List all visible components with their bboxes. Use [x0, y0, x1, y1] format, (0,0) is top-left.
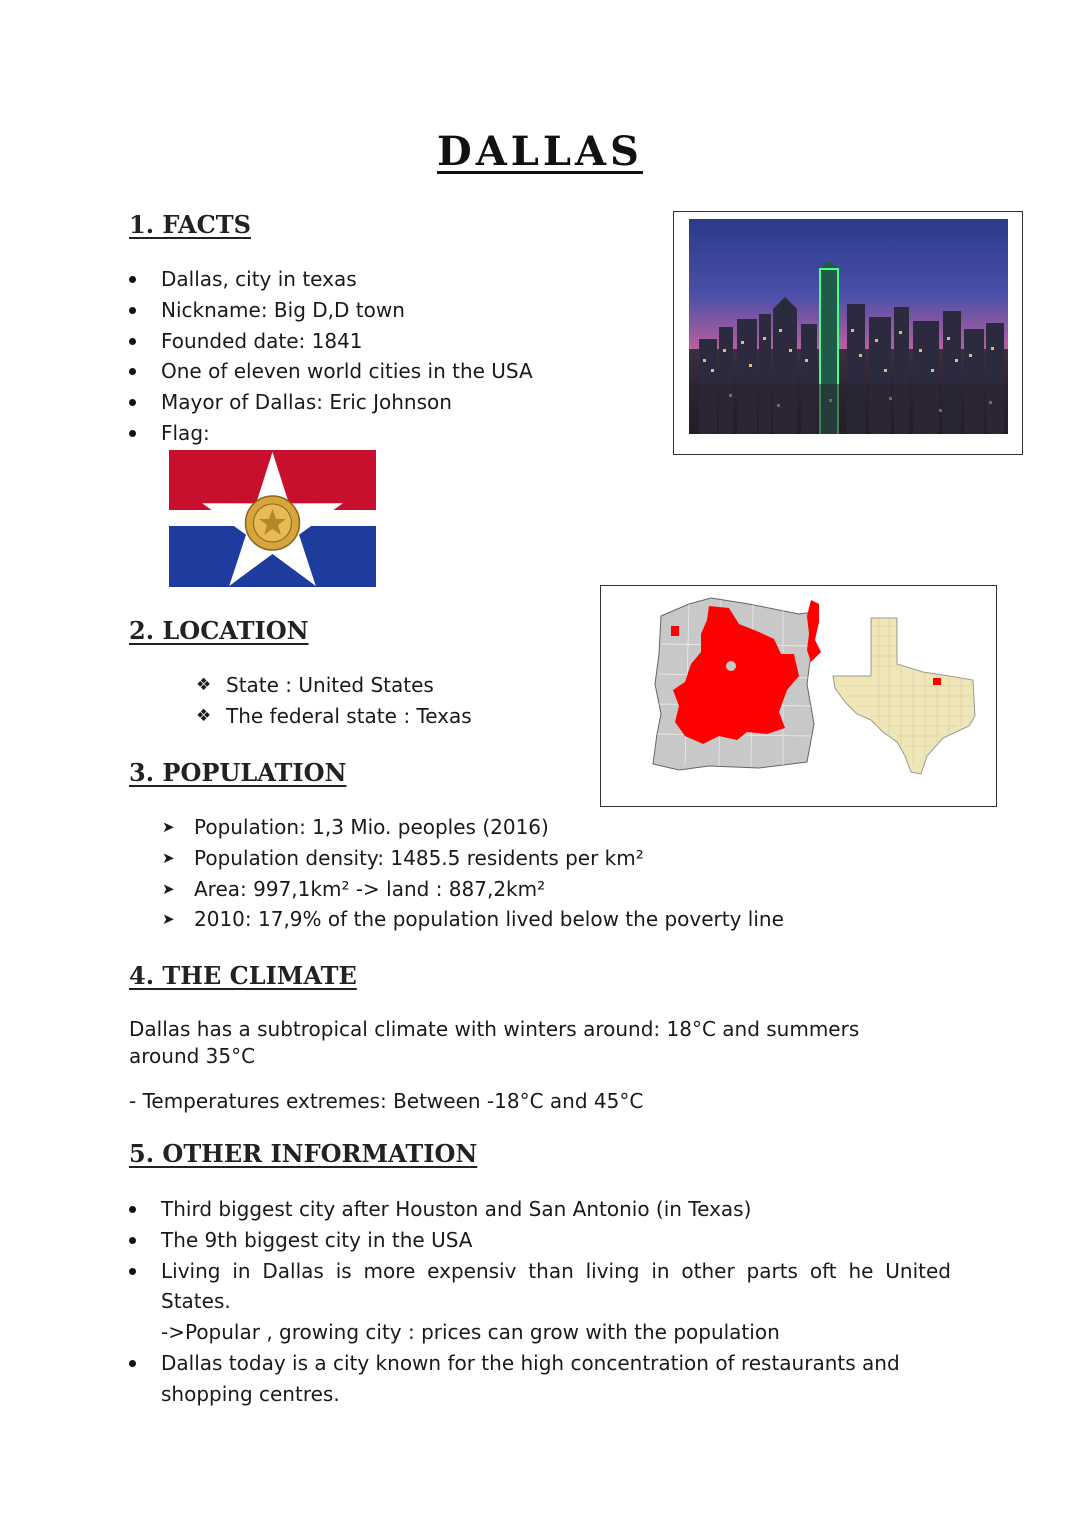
- list-item: ➤ 2010: 17,9% of the population lived below the poverty line: [162, 904, 862, 935]
- texas-state-map: [831, 616, 979, 776]
- other-info-heading: 5. OTHER INFORMATION: [129, 1139, 478, 1168]
- list-item: Dallas today is a city known for the high concentration of restaurants and shopping centres.: [129, 1348, 951, 1410]
- facts-heading: 1. FACTS: [129, 210, 251, 239]
- list-item-line: Living in Dallas is more expensiv than living in other parts oft he United: [161, 1258, 951, 1283]
- list-item: Nickname: Big D,D town: [129, 295, 649, 326]
- list-item: ➤ Population density: 1485.5 residents per km²: [162, 843, 862, 874]
- dallas-county-map: [649, 594, 829, 784]
- list-item: [129, 1256, 951, 1318]
- location-heading: 2. LOCATION: [129, 616, 309, 645]
- dallas-county-marker: [933, 678, 941, 685]
- climate-text: Dallas has a subtropical climate with winters around: 18°C and summers around 35°C: [129, 1017, 860, 1068]
- list-item: ➤ Population: 1,3 Mio. peoples (2016): [162, 812, 862, 843]
- list-item: Dallas, city in texas: [129, 264, 649, 295]
- dallas-flag: [169, 450, 376, 587]
- list-item: ❖ The federal state : Texas: [196, 701, 556, 732]
- facts-list: [129, 264, 649, 449]
- population-list: [162, 812, 862, 935]
- list-item-continuation: ->Popular , growing city : prices can grow with the population: [161, 1320, 780, 1345]
- list-item: Third biggest city after Houston and San Antonio (in Texas): [129, 1194, 951, 1225]
- temperature-extremes: - Temperatures extremes: Between -18°C and 45°C: [129, 1089, 644, 1113]
- city-seal-icon: [246, 496, 300, 550]
- list-item-line: States.: [161, 1289, 231, 1314]
- list-item: Mayor of Dallas: Eric Johnson: [129, 387, 649, 418]
- page-title: DALLAS: [437, 128, 643, 175]
- list-item: The 9th biggest city in the USA: [129, 1225, 951, 1256]
- other-info-list: [129, 1194, 951, 1410]
- list-item: Founded date: 1841: [129, 326, 649, 357]
- skyline-photo-frame: [673, 211, 1023, 455]
- list-item: One of eleven world cities in the USA: [129, 356, 649, 387]
- location-map-frame: [600, 585, 997, 807]
- population-heading: 3. POPULATION: [129, 758, 347, 787]
- list-item: ➤ Area: 997,1km² -> land : 887,2km²: [162, 874, 862, 905]
- location-list: [196, 670, 556, 732]
- dallas-skyline-photo: [689, 219, 1008, 434]
- list-item: ❖ State : United States: [196, 670, 556, 701]
- climate-heading: 4. THE CLIMATE: [129, 961, 357, 990]
- list-item: Flag:: [129, 418, 649, 449]
